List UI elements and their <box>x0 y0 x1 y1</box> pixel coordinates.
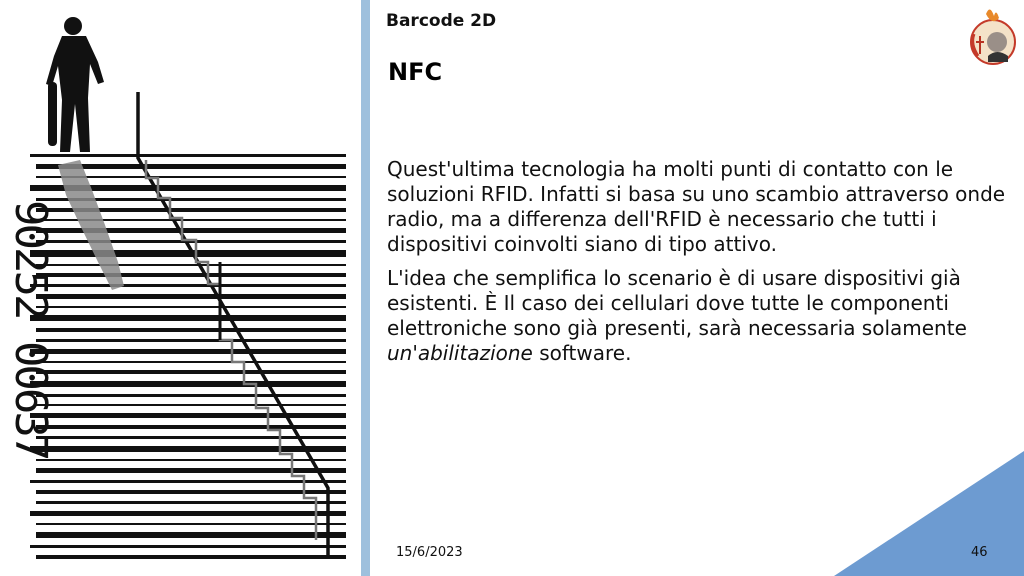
barcode-line <box>36 532 346 538</box>
barcode-line <box>36 264 346 266</box>
barcode-line <box>36 361 346 363</box>
barcode-line <box>36 306 346 308</box>
barcode-line <box>30 413 346 418</box>
page-number: 46 <box>971 545 988 560</box>
barcode-line <box>36 425 346 429</box>
barcode-line <box>36 459 346 461</box>
barcode-line <box>36 501 346 504</box>
barcode-line <box>36 468 346 473</box>
barcode-line <box>36 394 346 397</box>
barcode-line <box>36 404 346 406</box>
barcode-line <box>30 349 346 354</box>
barcode-line <box>30 511 346 516</box>
barcode-line <box>30 381 346 387</box>
barcode-line <box>36 294 346 299</box>
barcode-line <box>30 315 346 321</box>
corner-decoration <box>834 451 1024 576</box>
barcode-line <box>30 545 346 548</box>
paragraph-2 <box>387 266 1012 366</box>
paragraph-2-tail: software. <box>532 341 632 365</box>
barcode-digits: 90252 00637 <box>5 200 56 459</box>
barcode-staircase-illustration <box>0 0 360 576</box>
barcode-line <box>36 555 346 559</box>
shadow-silhouette <box>58 160 124 290</box>
barcode-line <box>30 480 346 483</box>
barcode-line <box>36 328 346 332</box>
barcode-line <box>30 250 346 257</box>
logo-icon <box>966 4 1018 66</box>
barcode-line <box>30 154 346 157</box>
barcode-line <box>30 284 346 287</box>
staircase-line <box>138 92 328 556</box>
accent-divider-bar <box>361 0 370 576</box>
barcode-line <box>36 523 346 525</box>
barcode-line <box>36 273 346 277</box>
paragraph-1: Quest'ultima tecnologia ha molti punti di contatto con le soluzioni RFID. Infatti si basa su uno scambio attraverso onde radio, ma a differenza dell'RFID è necessario che tutti i dispositivi coinvolti siano di tipo attivo. <box>387 157 1006 256</box>
body-text <box>387 157 1012 375</box>
barcode-line <box>30 446 346 452</box>
barcode-line <box>36 339 346 342</box>
footer-date: 15/6/2023 <box>396 545 463 560</box>
person-silhouette <box>46 17 104 152</box>
paragraph-2-text: L'idea che semplifica lo scenario è di usare dispositivi già esistenti. È Il caso dei cellulari dove tutte le componenti elettroniche sono già presenti, sarà necessaria solamente <box>387 266 967 340</box>
barcode-line <box>36 490 346 494</box>
paragraph-2-emphasis: un'abilitazione <box>387 341 533 365</box>
slide-title: NFC <box>388 58 443 86</box>
section-title: Barcode 2D <box>386 11 497 31</box>
barcode-line <box>36 370 346 374</box>
